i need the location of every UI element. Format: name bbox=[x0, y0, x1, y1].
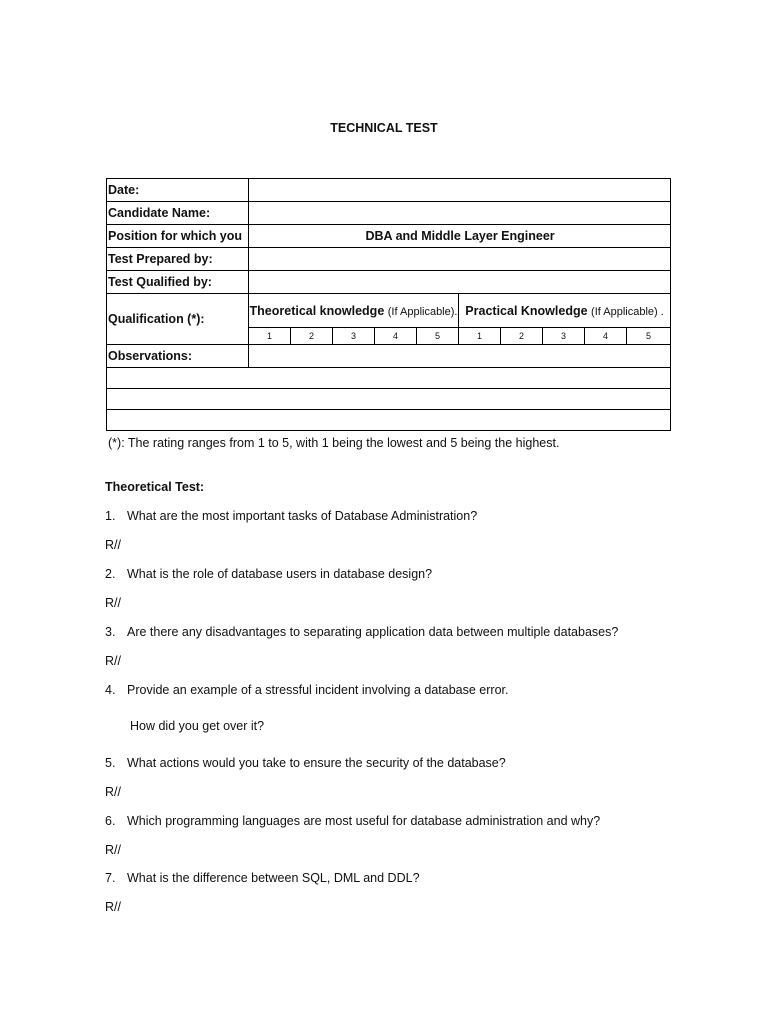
question-3 bbox=[105, 625, 618, 639]
test-prepared-value bbox=[249, 248, 671, 271]
question-text: What is the role of database users in database design? bbox=[127, 567, 433, 581]
answer-marker-7: R// bbox=[105, 900, 121, 914]
section-title: Theoretical Test: bbox=[105, 480, 205, 494]
answer-marker-3: R// bbox=[105, 654, 121, 668]
theoretical-knowledge-note: (If Applicable). bbox=[387, 305, 458, 318]
question-number: 4. bbox=[105, 683, 116, 697]
date-row bbox=[107, 179, 671, 202]
qualified-row bbox=[107, 271, 671, 294]
question-6 bbox=[105, 814, 600, 828]
question-text: What are the most important tasks of Database Administration? bbox=[127, 509, 478, 523]
question-text: What is the difference between SQL, DML and DDL? bbox=[127, 871, 420, 885]
practical-rating-1[interactable]: 1 bbox=[459, 328, 501, 345]
theoretical-rating-5[interactable]: 5 bbox=[417, 328, 459, 345]
practical-rating-4[interactable]: 4 bbox=[585, 328, 627, 345]
candidate-row bbox=[107, 202, 671, 225]
test-prepared-label: Test Prepared by: bbox=[107, 248, 249, 271]
question-text: Which programming languages are most useful for database administration and why? bbox=[127, 814, 601, 828]
theoretical-knowledge-header bbox=[249, 294, 459, 328]
question-number: 2. bbox=[105, 567, 116, 581]
practical-knowledge-note: (If Applicable) . bbox=[591, 305, 664, 318]
document-title: TECHNICAL TEST bbox=[330, 121, 438, 135]
position-label: Position for which you bbox=[107, 225, 249, 248]
candidate-name-label: Candidate Name: bbox=[107, 202, 249, 225]
rating-note: (*): The rating ranges from 1 to 5, with 1 being the lowest and 5 being the highest. bbox=[108, 436, 560, 450]
theoretical-rating-1[interactable]: 1 bbox=[249, 328, 291, 345]
answer-marker-2: R// bbox=[105, 596, 121, 610]
practical-rating-3[interactable]: 3 bbox=[543, 328, 585, 345]
observations-label: Observations: bbox=[107, 345, 249, 368]
answer-marker-1: R// bbox=[105, 538, 121, 552]
observations-row bbox=[107, 345, 671, 368]
question-number: 5. bbox=[105, 756, 116, 770]
question-number: 1. bbox=[105, 509, 116, 523]
candidate-name-value bbox=[249, 202, 671, 225]
observations-line-3 bbox=[107, 410, 671, 431]
question-7 bbox=[105, 871, 420, 885]
observations-line-1 bbox=[107, 368, 671, 389]
question-number: 3. bbox=[105, 625, 116, 639]
question-2 bbox=[105, 567, 432, 581]
question-4-followup: How did you get over it? bbox=[130, 719, 265, 733]
question-number: 7. bbox=[105, 871, 116, 885]
qualification-row bbox=[107, 294, 671, 328]
question-1 bbox=[105, 509, 477, 523]
observations-value bbox=[249, 345, 671, 368]
question-text: What actions would you take to ensure the security of the database? bbox=[127, 756, 506, 770]
practical-knowledge-header bbox=[459, 294, 671, 328]
question-text: Are there any disadvantages to separating application data between multiple databases? bbox=[127, 625, 619, 639]
answer-marker-6: R// bbox=[105, 843, 121, 857]
practical-rating-2[interactable]: 2 bbox=[501, 328, 543, 345]
theoretical-rating-3[interactable]: 3 bbox=[333, 328, 375, 345]
practical-knowledge-label: Practical Knowledge bbox=[465, 303, 588, 318]
test-qualified-value bbox=[249, 271, 671, 294]
question-5 bbox=[105, 756, 506, 770]
qualification-label: Qualification (*): bbox=[107, 294, 249, 345]
date-label: Date: bbox=[107, 179, 249, 202]
question-number: 6. bbox=[105, 814, 116, 828]
theoretical-rating-2[interactable]: 2 bbox=[291, 328, 333, 345]
date-value bbox=[249, 179, 671, 202]
theoretical-knowledge-label: Theoretical knowledge bbox=[249, 303, 385, 318]
position-value: DBA and Middle Layer Engineer bbox=[249, 225, 671, 248]
prepared-row bbox=[107, 248, 671, 271]
question-4 bbox=[105, 683, 508, 697]
answer-marker-5: R// bbox=[105, 785, 121, 799]
candidate-info-table bbox=[106, 178, 671, 431]
test-qualified-label: Test Qualified by: bbox=[107, 271, 249, 294]
position-row bbox=[107, 225, 671, 248]
question-text: Provide an example of a stressful incident involving a database error. bbox=[127, 683, 509, 697]
observations-line-2 bbox=[107, 389, 671, 410]
theoretical-rating-4[interactable]: 4 bbox=[375, 328, 417, 345]
practical-rating-5[interactable]: 5 bbox=[627, 328, 671, 345]
